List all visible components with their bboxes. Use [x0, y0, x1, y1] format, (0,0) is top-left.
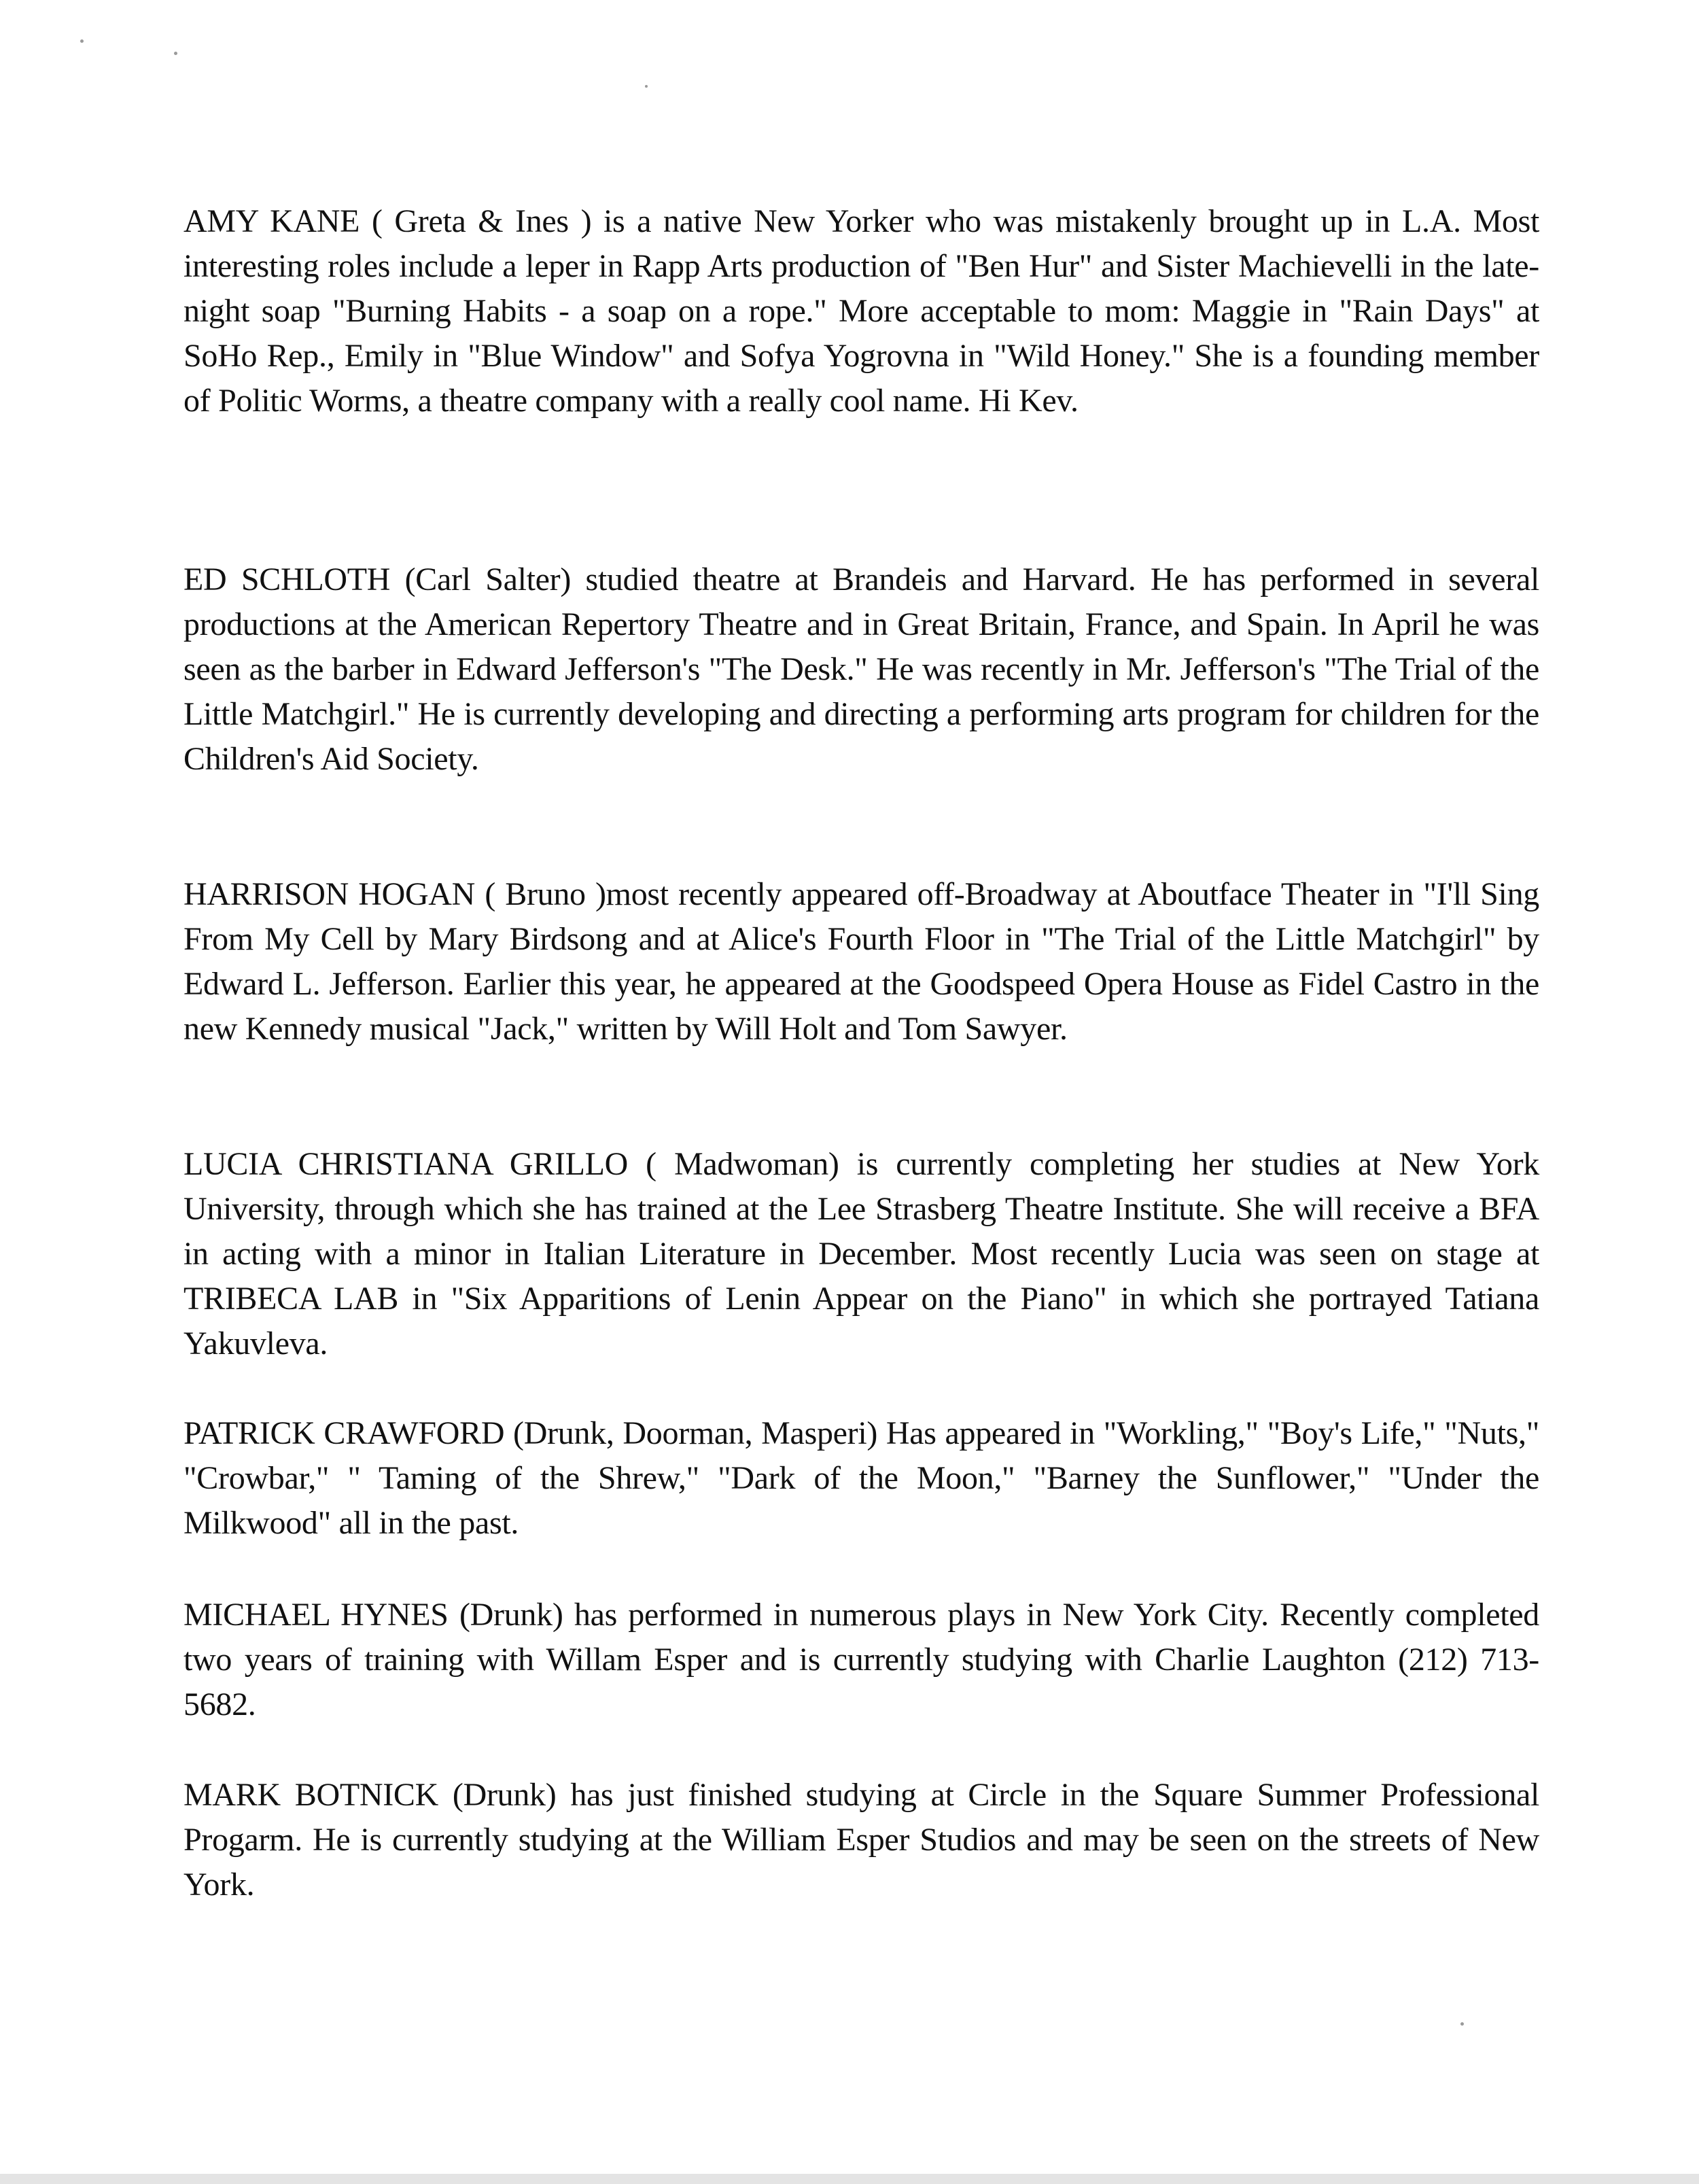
bio-name: PATRICK CRAWFORD: [183, 1415, 505, 1451]
scan-speck: [174, 52, 177, 55]
bio-name: HARRISON HOGAN: [183, 876, 476, 912]
bio-name: AMY KANE: [183, 203, 360, 239]
bio-text: (Drunk) has just finished studying at Circle in the Square Summer Professional Progarm. He is currently studying at the William Esper Studios and may be seen on the streets of New York.: [183, 1777, 1539, 1903]
scan-speck: [645, 85, 648, 88]
bio-harrison-hogan: [183, 872, 1539, 1052]
bio-text: ( Bruno )most recently appeared off-Broadway at Aboutface Theater in "I'll Sing From My Cell by Mary Birdsong and at Alice's Fourth Floor in "The Trial of the Little Matchgirl" by Edward L. Jefferson. Earlier this year, he appeared at the Goodspeed Opera House as Fidel Castro in the new Kennedy musical "Jack," written by Will Holt and Tom Sawyer.: [183, 876, 1539, 1047]
bio-name: MICHAEL HYNES: [183, 1597, 449, 1633]
bio-amy-kane: [183, 199, 1539, 423]
bio-text: ( Madwoman) is currently completing her studies at New York University, through which she has trained at the Lee Strasberg Theatre Institute. She will receive a BFA in acting with a minor in Italian Literature in December. Most recently Lucia was seen on stage at TRIBECA LAB in "Six Apparitions of Lenin Appear on the Piano" in which she portrayed Tatiana Yakuvleva.: [183, 1146, 1539, 1362]
bio-ed-schloth: [183, 557, 1539, 782]
scan-speck: [80, 39, 84, 43]
bio-patrick-crawford: [183, 1411, 1539, 1546]
bio-name: MARK BOTNICK: [183, 1777, 438, 1813]
bio-text: (Carl Salter) studied theatre at Brandeis and Harvard. He has performed in several productions at the American Repertory Theatre and in Great Britain, France, and Spain. In April he was seen as the barber in Edward Jefferson's "The Desk." He was recently in Mr. Jefferson's "The Trial of the Little Matchgirl." He is currently developing and directing a performing arts program for children for the Children's Aid Society.: [183, 561, 1539, 777]
scan-bottom-edge: [0, 2174, 1699, 2184]
bio-text: (Drunk, Doorman, Masperi) Has appeared in "Workling," "Boy's Life," "Nuts," "Crowbar," " Taming of the Shrew," "Dark of the Moon," "Barney the Sunflower," "Under the Milkwood" all in the past.: [183, 1415, 1539, 1541]
scan-speck: [1460, 2022, 1464, 2026]
bio-name: LUCIA CHRISTIANA GRILLO: [183, 1146, 629, 1182]
bio-text: (Drunk) has performed in numerous plays in New York City. Recently completed two years of training with Willam Esper and is currently studying with Charlie Laughton (212) 713-5682.: [183, 1597, 1539, 1722]
bio-name: ED SCHLOTH: [183, 561, 391, 597]
bio-lucia-christiana-grillo: [183, 1142, 1539, 1366]
bio-mark-botnick: [183, 1773, 1539, 1907]
bio-text: ( Greta & Ines ) is a native New Yorker who was mistakenly brought up in L.A. Most interesting roles include a leper in Rapp Arts production of "Ben Hur" and Sister Machievelli in the late-night soap "Burning Habits - a soap on a rope." More acceptable to mom: Maggie in "Rain Days" at SoHo Rep., Emily in "Blue Window" and Sofya Yogrovna in "Wild Honey." She is a founding member of Politic Worms, a theatre company with a really cool name. Hi Kev.: [183, 203, 1540, 419]
bio-michael-hynes: [183, 1593, 1539, 1727]
